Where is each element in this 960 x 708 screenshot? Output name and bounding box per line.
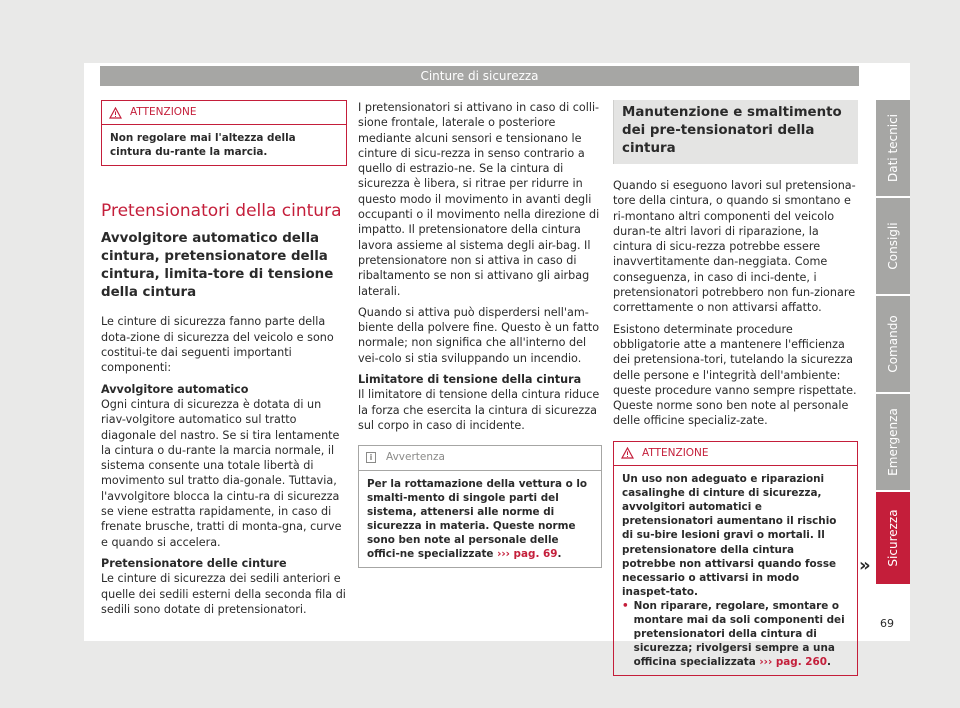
note-label: Avvertenza xyxy=(386,451,445,464)
page-header: Cinture di sicurezza xyxy=(100,66,859,86)
bullet-text-wrap xyxy=(634,599,849,669)
continue-arrow-icon: » xyxy=(859,555,871,576)
section-title: Pretensionatori della cintura xyxy=(101,201,342,222)
subsection-title: Avvolgitore automatico della cintura, pretensionatore della cintura, limita-tore di tensione della cintura xyxy=(101,231,334,301)
note-body-text: Per la rottamazione della vettura o lo smalti-mento di singole parti del sistema, attenersi alle norme di sicurezza in materia. Queste norme sono ben note al personale delle offici-ne specializzate xyxy=(367,477,588,560)
page-number: 69 xyxy=(880,617,894,630)
column-middle xyxy=(358,100,602,568)
bullet-text: Non riparare, regolare, smontare o montare mai da soli componenti dei pretensionatori della cintura di sicurezza; rivolgersi sempre a una officina specializzata xyxy=(633,599,845,669)
paragraph: Esistono determinate procedure obbligatorie atte a mantenere l'efficienza dei pretensiona-tori, tutelando la sicurezza delle persone e l'integrità dell'ambiente: queste procedure vanno sempre rispettate. Queste norme sono ben note al personale delle officine specializ-zate. xyxy=(613,322,857,428)
warning-label: ATTENZIONE xyxy=(642,446,709,459)
warning-box xyxy=(101,100,347,166)
warning-text: Un uso non adeguato e riparazioni casalinghe di cinture di sicurezza, avvolgitori automatici e pretensionatori aumentano il rischio di su-bire lesioni gravi o mortali. Il pretensionatore della cintura potrebbe non attivarsi quando fosse necessario o attivarsi in modo inaspet-tato. xyxy=(622,473,837,598)
paragraph-text: Ogni cintura di sicurezza è dotata di un riav-volgitore automatico sul tratto diagonale del nastro. Se si tira lentamente la cintura o du-rante la marcia normale, il sistema consente una totale libertà di movimento sul tratto dia-gonale. Tuttavia, l'avvolgitore blocca la cintu-ra di sicurezza se viene estratta rapidamente, in caso di frenate brusche, tratti di monta-gna, curve e quando si accelera. xyxy=(101,397,342,549)
tab-dati-tecnici[interactable] xyxy=(876,100,910,196)
warning-bullet xyxy=(622,599,849,669)
tab-label: Emergenza xyxy=(886,408,900,476)
tab-label: Sicurezza xyxy=(886,509,900,567)
section-box-title: Manutenzione e smaltimento dei pre-tensionatori della cintura xyxy=(613,100,858,164)
tab-label: Consigli xyxy=(886,222,900,270)
paragraph-avvolgitore xyxy=(101,382,347,550)
paragraph-title: Avvolgitore automatico xyxy=(101,382,249,396)
page-reference-link[interactable]: ››› pag. 69 xyxy=(497,548,558,560)
paragraph-text: Il limitatore di tensione della cintura riduce la forza che esercita la cintura di sicurezza sul corpo in caso di incidente. xyxy=(358,388,600,432)
column-left xyxy=(101,100,347,623)
column-right xyxy=(613,100,858,686)
warning-box xyxy=(613,441,858,677)
tab-emergenza[interactable] xyxy=(876,394,910,490)
paragraph-title: Pretensionatore delle cinture xyxy=(101,556,287,570)
warning-label: ATTENZIONE xyxy=(130,106,197,118)
page-reference-link[interactable]: ››› pag. 260 xyxy=(759,656,827,669)
info-icon: i xyxy=(366,452,376,463)
bullet-end: . xyxy=(826,656,831,669)
warning-header xyxy=(614,442,857,466)
paragraph: Quando si eseguono lavori sul pretensiona-tore della cintura, o quando si smontano e ri-montano altri componenti del veicolo duran-te altri lavori di riparazione, la cintura di sicu-rezza potrebbe essere inavvertitamente dan-neggiata. Come conseguenza, in caso di inci-dente, i pretensionatori potrebbero non fun-zionare correttamente o non attivarsi affatto. xyxy=(613,179,856,315)
paragraph-text: Le cinture di sicurezza dei sedili anteriori e quelle dei sedili esterni della seconda fila di sedili sono dotate di pretensionatori. xyxy=(101,572,346,616)
paragraph: I pretensionatori si attivano in caso di colli-sione frontale, laterale o posteriore mediante alcuni sensori e tensionano le cinture di sicu-rezza in senso contrario a quello di estrazio-ne. Se la cintura di sicurezza è libera, si ritrae per ridurre in questo modo il movimento in avanti degli occupanti o il movimento nella direzione di impatto. Il pretensionatore della cintura lavora assieme al sistema degli air-bag. Il pretensionatore non si attiva in caso di ribaltamento se non si attivano gli airbag laterali. xyxy=(358,101,600,298)
note-text xyxy=(359,471,601,568)
warning-text: Non regolare mai l'altezza della cintura du-rante la marcia. xyxy=(110,132,296,159)
tab-label: Comando xyxy=(886,315,900,373)
paragraph-pretensionatore xyxy=(101,556,347,617)
paragraph: Quando si attiva può disperdersi nell'am-biente della polvere fine. Questo è un fatto normale; non significa che all'interno del vei-colo si stia sviluppando un incendio. xyxy=(358,305,600,365)
note-box xyxy=(358,445,602,568)
note-header xyxy=(359,446,601,470)
paragraph-limitatore xyxy=(358,372,602,433)
note-end: . xyxy=(557,548,562,560)
warning-triangle-icon xyxy=(109,107,122,119)
warning-triangle-icon xyxy=(621,447,634,459)
tab-sicurezza[interactable] xyxy=(876,492,910,584)
paragraph-title: Limitatore di tensione della cintura xyxy=(358,373,582,387)
tab-consigli[interactable] xyxy=(876,198,910,294)
intro-paragraph: Le cinture di sicurezza fanno parte della dota-zione di sicurezza del veicolo e sono costitui-te dai seguenti importanti componenti: xyxy=(101,315,334,375)
bullet-dot-icon: • xyxy=(622,599,629,612)
tab-label: Dati tecnici xyxy=(886,113,900,183)
warning-header xyxy=(102,101,346,125)
warning-text-block xyxy=(614,466,857,675)
tab-comando[interactable] xyxy=(876,296,910,392)
